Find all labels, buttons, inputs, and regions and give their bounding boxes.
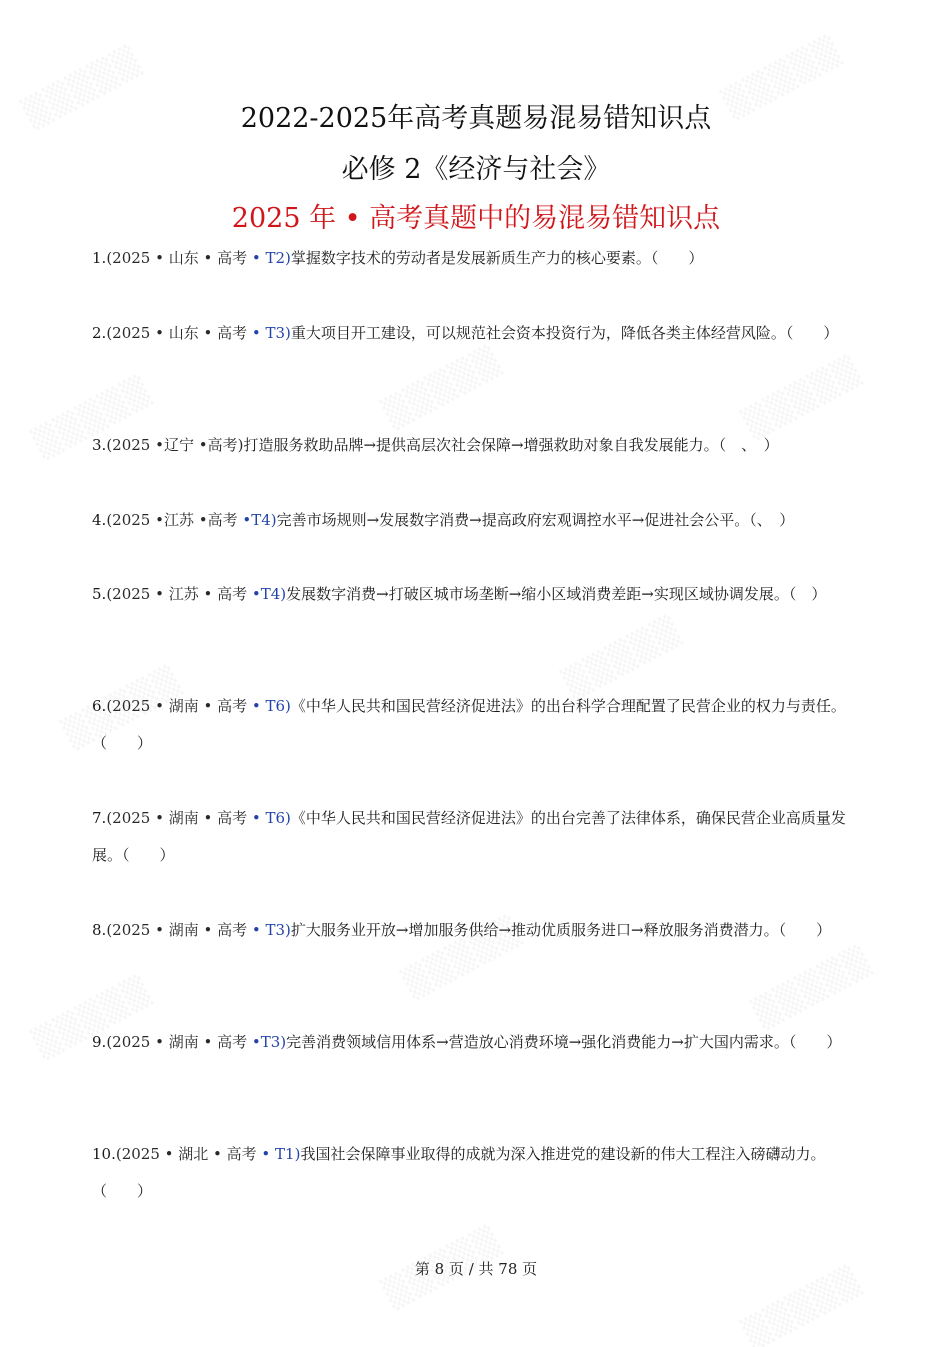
question-item (92, 800, 852, 874)
question-text: 重大项目开工建设，可以规范社会资本投资行为，降低各类主体经营风险。（ ） (290, 324, 839, 342)
question-source: (2025 • 湖南 • 高考 • T3) (106, 921, 291, 939)
question-source: (2025 • 湖南 • 高考 •T3) (106, 1033, 287, 1051)
question-number: 4. (92, 511, 107, 529)
question-text: 发展数字消费→打破区城市场垄断→缩小区域消费差距→实现区域协调发展。（ ） (286, 585, 827, 603)
watermark (379, 343, 506, 433)
question-number: 3. (92, 436, 107, 454)
question-item (92, 1024, 852, 1061)
question-text: 掌握数字技术的劳动者是发展新质生产力的核心要素。（ ） (290, 249, 704, 267)
question-number: 9. (92, 1033, 107, 1051)
question-number: 1. (92, 249, 107, 267)
question-source: (2025 • 山东 • 高考 • T3) (106, 324, 291, 342)
question-text: 打造服务救助品牌→提供高层次社会保障→增强救助对象自我发展能力。（ 、 ） (243, 436, 779, 454)
question-number: 10. (92, 1145, 116, 1163)
question-source: (2025 • 江苏 • 高考 •T4) (106, 585, 287, 603)
question-text: 扩大服务业开放→增加服务供给→推动优质服务进口→释放服务消费潜力。（ ） (290, 921, 832, 939)
question-source: (2025 • 湖北 • 高考 • T1) (115, 1145, 301, 1163)
question-source: (2025 • 山东 • 高考 • T2) (106, 249, 291, 267)
section-title: 2025 年 • 高考真题中的易混易错知识点 (231, 203, 721, 234)
question-source: (2025 • 湖南 • 高考 • T6) (106, 809, 291, 827)
question-number: 2. (92, 324, 107, 342)
watermark (749, 943, 876, 1033)
document-subtitle: 必修 2《经济与社会》 (341, 154, 611, 185)
question-item (92, 688, 852, 762)
question-item (92, 240, 852, 277)
question-number: 6. (92, 697, 107, 715)
question-item (92, 427, 852, 464)
question-text: 完善消费领域信用体系→营造放心消费环境→强化消费能力→扩大国内需求。（ ） (286, 1033, 842, 1051)
question-item (92, 912, 852, 949)
question-number: 8. (92, 921, 107, 939)
question-text: 我国社会保障事业取得的成就为深入推进党的建设新的伟大工程注入磅礴动力。（ ） (92, 1145, 826, 1200)
question-source: (2025 •辽宁 •高考) (106, 436, 244, 454)
question-source: (2025 •江苏 •高考 •T4) (106, 511, 277, 529)
question-number: 7. (92, 809, 107, 827)
question-item (92, 576, 852, 613)
question-text: 《中华人民共和国民营经济促进法》的出台完善了法律体系，确保民营企业高质量发展。（ ） (92, 809, 846, 864)
question-item (92, 1136, 852, 1210)
question-item (92, 315, 852, 352)
document-title: 2022-2025年高考真题易混易错知识点 (240, 103, 712, 134)
page-footer: 第 8 页 / 共 78 页 (414, 1260, 538, 1278)
question-text: 《中华人民共和国民营经济促进法》的出台科学合理配置了民营企业的权力与责任。（ ） (92, 697, 846, 752)
question-text: 完善市场规则→发展数字消费→提高政府宏观调控水平→促进社会公平。（、 ） (276, 511, 795, 529)
question-source: (2025 • 湖南 • 高考 • T6) (106, 697, 291, 715)
question-number: 5. (92, 585, 107, 603)
question-item (92, 502, 852, 539)
